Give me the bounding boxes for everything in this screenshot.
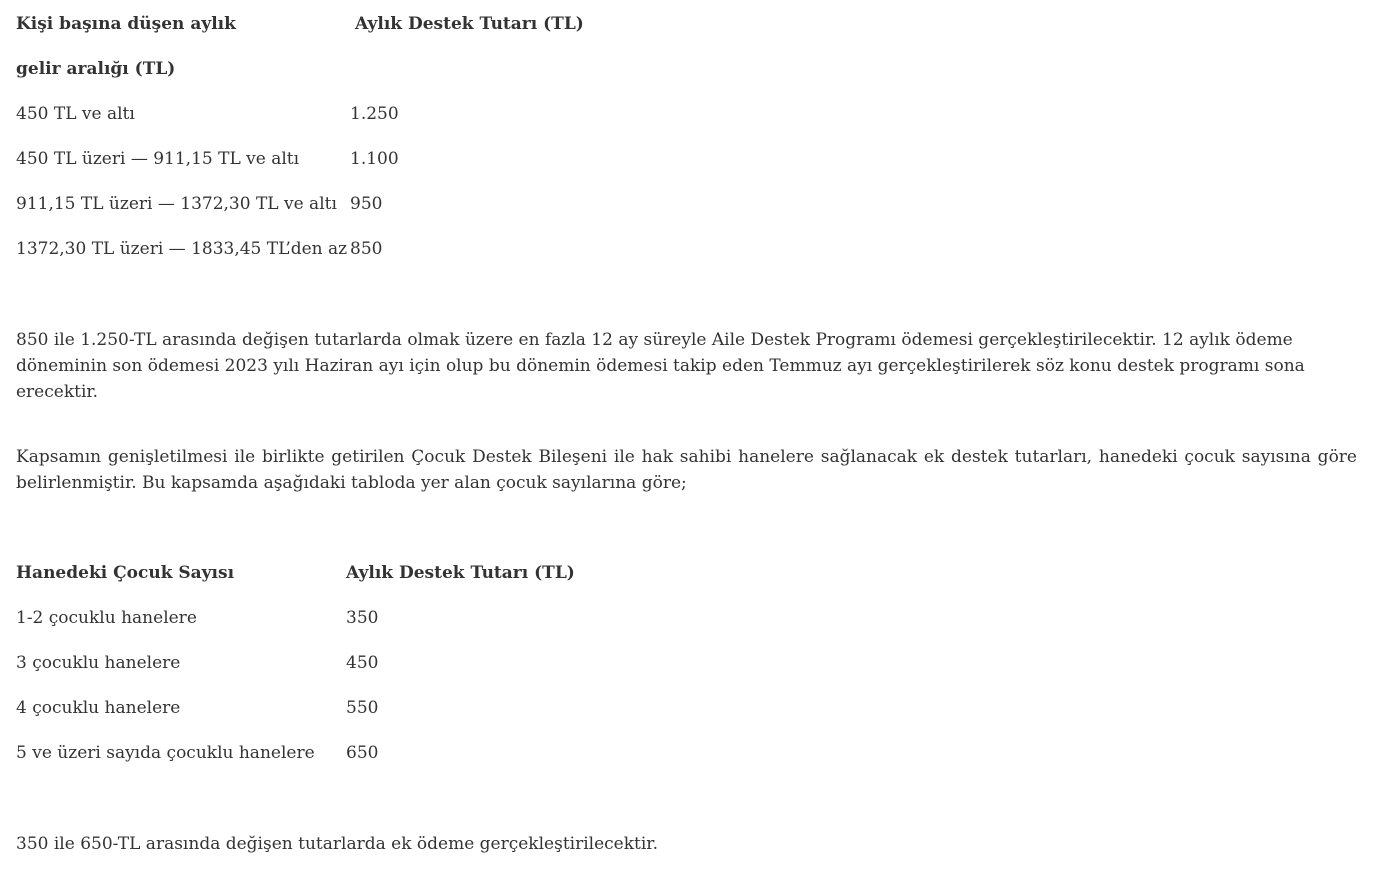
paragraph-payment-period: 850 ile 1.250-TL arasında değişen tutarlarda olmak üzere en fazla 12 ay süreyle Aile Destek Programı ödemesi gerçekleştirilecektir. 12 aylık ödeme döneminin son ödemesi 2023 yılı Haziran ayı için olup bu dönemin ödemesi takip eden Temmuz ayı gerçekleştirilerek söz konu destek programı sona erecektir. xyxy=(16,330,1305,402)
support-amount-cell: 450 xyxy=(346,653,379,673)
income-range-cell: 911,15 TL üzeri — 1372,30 TL ve altı xyxy=(16,194,337,214)
table2-header-children: Hanedeki Çocuk Sayısı xyxy=(16,563,235,583)
support-amount-cell: 1.250 xyxy=(350,104,399,124)
income-range-cell: 450 TL üzeri — 911,15 TL ve altı xyxy=(16,149,300,169)
support-amount-cell: 350 xyxy=(346,608,379,628)
paragraph-child-support: Kapsamın genişletilmesi ile birlikte getirilen Çocuk Destek Bileşeni ile hak sahibi hanelere sağlanacak ek destek tutarları, hanedeki çocuk sayısına göre belirlenmiştir. Bu kapsamda aşağıdaki tabloda yer alan çocuk sayılarına göre; xyxy=(16,447,1357,493)
income-range-cell: 450 TL ve altı xyxy=(16,104,135,124)
children-count-cell: 5 ve üzeri sayıda çocuklu hanelere xyxy=(16,743,315,763)
support-amount-cell: 550 xyxy=(346,698,379,718)
table1-header-support-amount: Aylık Destek Tutarı (TL) xyxy=(355,14,584,34)
table2-header-support-amount: Aylık Destek Tutarı (TL) xyxy=(346,563,575,583)
table1-header-income-range-line2: gelir aralığı (TL) xyxy=(16,59,176,79)
support-amount-cell: 850 xyxy=(350,239,383,259)
table1-header-income-range-line1: Kişi başına düşen aylık xyxy=(16,14,236,34)
support-amount-cell: 950 xyxy=(350,194,383,214)
paragraph-extra-payment: 350 ile 650-TL arasında değişen tutarlarda ek ödeme gerçekleştirilecektir. xyxy=(16,834,658,854)
income-range-cell: 1372,30 TL üzeri — 1833,45 TL’den az xyxy=(16,239,348,259)
support-amount-cell: 1.100 xyxy=(350,149,399,169)
children-count-cell: 3 çocuklu hanelere xyxy=(16,653,181,673)
children-count-cell: 4 çocuklu hanelere xyxy=(16,698,181,718)
children-count-cell: 1-2 çocuklu hanelere xyxy=(16,608,197,628)
support-amount-cell: 650 xyxy=(346,743,379,763)
